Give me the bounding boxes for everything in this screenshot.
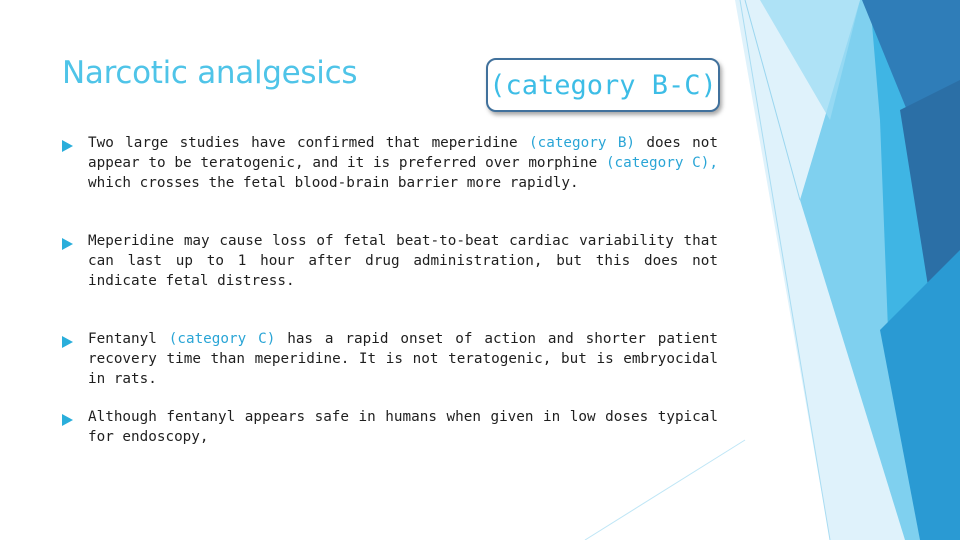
category-badge-label: (category B-C): [489, 69, 717, 101]
text-run: has a rapid onset of action and shorter patient recovery time than meperidine. It is not teratogenic, but is embryocidal in rats.: [88, 331, 718, 387]
bullet-arrow-icon: [62, 414, 73, 426]
text-run: Two large studies have confirmed that meperidine: [88, 135, 529, 151]
facet-line-2: [585, 440, 745, 540]
slide-title: Narcotic analgesics: [62, 55, 358, 91]
highlight-run: (category B): [529, 135, 636, 151]
text-run: Meperidine may cause loss of fetal beat-to-beat cardiac variability that can last up to 1 hour after drug administration, but this does not indicate fetal distress.: [88, 233, 718, 289]
bullet-text: [88, 407, 718, 447]
bullet-text: [88, 133, 718, 193]
bullet-item: [62, 407, 718, 447]
bullet-item: [62, 231, 718, 291]
highlight-run: (category C),: [605, 155, 718, 171]
bullet-text: [88, 329, 718, 389]
category-badge: [486, 58, 720, 112]
text-run: which crosses the fetal blood-brain barrier more rapidly.: [88, 175, 579, 191]
bullet-text: [88, 231, 718, 291]
text-run: does not appear to be teratogenic, and it is preferred over morphine: [88, 135, 719, 171]
text-run: Fentanyl: [88, 331, 169, 347]
bullet-arrow-icon: [62, 336, 73, 348]
bullet-arrow-icon: [62, 238, 73, 250]
text-run: Although fentanyl appears safe in humans when given in low doses typical for endoscopy,: [88, 409, 718, 445]
bullet-item: [62, 133, 718, 193]
highlight-run: (category C): [168, 331, 276, 347]
bullet-item: [62, 329, 718, 389]
bullet-arrow-icon: [62, 140, 73, 152]
